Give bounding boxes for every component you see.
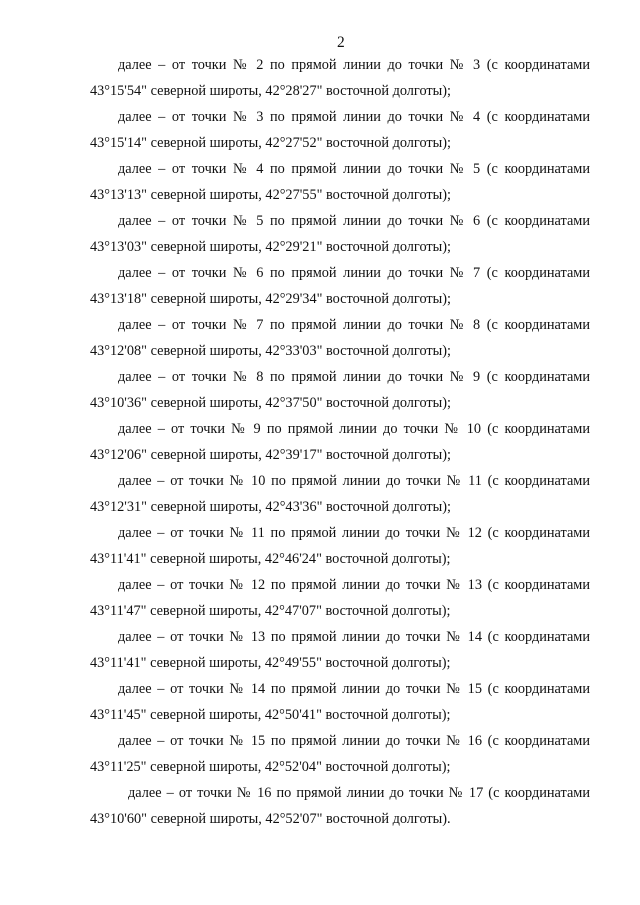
entry-route-text: далее – от точки № 12 по прямой линии до точки № 13 (с координатами	[118, 577, 590, 593]
entry-route-text: далее – от точки № 9 по прямой линии до точки № 10 (с координатами	[118, 421, 590, 437]
entry-coordinates-text: 43°11'25" северной широты, 42°52'04" восточной долготы);	[90, 759, 451, 775]
entry-coordinates-text: 43°12'06" северной широты, 42°39'17" восточной долготы);	[90, 447, 451, 463]
entry-route-text: далее – от точки № 10 по прямой линии до точки № 11 (с координатами	[118, 473, 590, 489]
entry-route-text: далее – от точки № 14 по прямой линии до точки № 15 (с координатами	[118, 681, 590, 697]
entry-coordinates-text: 43°11'47" северной широты, 42°47'07" восточной долготы);	[90, 603, 451, 619]
entry-route-text: далее – от точки № 8 по прямой линии до точки № 9 (с координатами	[118, 369, 590, 385]
entry-coordinates-text: 43°11'45" северной широты, 42°50'41" восточной долготы);	[90, 707, 451, 723]
entry-coordinates-text: 43°12'08" северной широты, 42°33'03" восточной долготы);	[90, 343, 451, 359]
entry-coordinates-text: 43°11'41" северной широты, 42°49'55" восточной долготы);	[90, 655, 451, 671]
boundary-entry	[90, 520, 590, 572]
entry-coordinates-text: 43°15'14" северной широты, 42°27'52" восточной долготы);	[90, 135, 451, 151]
entry-coordinates-text: 43°13'13" северной широты, 42°27'55" восточной долготы);	[90, 187, 451, 203]
entry-coordinates-text: 43°15'54" северной широты, 42°28'27" восточной долготы);	[90, 83, 451, 99]
entry-route-text: далее – от точки № 4 по прямой линии до точки № 5 (с координатами	[118, 161, 590, 177]
entry-route-text: далее – от точки № 7 по прямой линии до точки № 8 (с координатами	[118, 317, 590, 333]
entry-route-text: далее – от точки № 11 по прямой линии до точки № 12 (с координатами	[118, 525, 590, 541]
entry-coordinates-text: 43°12'31" северной широты, 42°43'36" восточной долготы);	[90, 499, 451, 515]
entry-route-text: далее – от точки № 3 по прямой линии до точки № 4 (с координатами	[118, 109, 590, 125]
entry-route-text: далее – от точки № 6 по прямой линии до точки № 7 (с координатами	[118, 265, 590, 281]
boundary-entry	[90, 52, 590, 104]
boundary-entry	[90, 416, 590, 468]
boundary-entry	[90, 260, 590, 312]
boundary-entry	[90, 780, 590, 832]
entry-coordinates-text: 43°13'03" северной широты, 42°29'21" восточной долготы);	[90, 239, 451, 255]
entry-route-text: далее – от точки № 13 по прямой линии до точки № 14 (с координатами	[118, 629, 590, 645]
entry-route-text: далее – от точки № 2 по прямой линии до точки № 3 (с координатами	[118, 57, 590, 73]
boundary-description	[90, 52, 590, 832]
entry-coordinates-text: 43°10'36" северной широты, 42°37'50" восточной долготы);	[90, 395, 451, 411]
boundary-entry	[90, 208, 590, 260]
boundary-entry	[90, 676, 590, 728]
boundary-entry	[90, 312, 590, 364]
page-number: 2	[337, 34, 345, 51]
entry-coordinates-text: 43°13'18" северной широты, 42°29'34" восточной долготы);	[90, 291, 451, 307]
boundary-entry	[90, 468, 590, 520]
boundary-entry	[90, 624, 590, 676]
entry-route-text: далее – от точки № 15 по прямой линии до точки № 16 (с координатами	[118, 733, 590, 749]
boundary-entry	[90, 156, 590, 208]
entry-route-text: далее – от точки № 5 по прямой линии до точки № 6 (с координатами	[118, 213, 590, 229]
boundary-entry	[90, 572, 590, 624]
entry-coordinates-text: 43°11'41" северной широты, 42°46'24" восточной долготы);	[90, 551, 451, 567]
boundary-entry	[90, 104, 590, 156]
boundary-entry	[90, 728, 590, 780]
entry-coordinates-text: 43°10'60" северной широты, 42°52'07" восточной долготы).	[90, 811, 451, 827]
entry-route-text: далее – от точки № 16 по прямой линии до точки № 17 (с координатами	[128, 785, 590, 801]
boundary-entry	[90, 364, 590, 416]
